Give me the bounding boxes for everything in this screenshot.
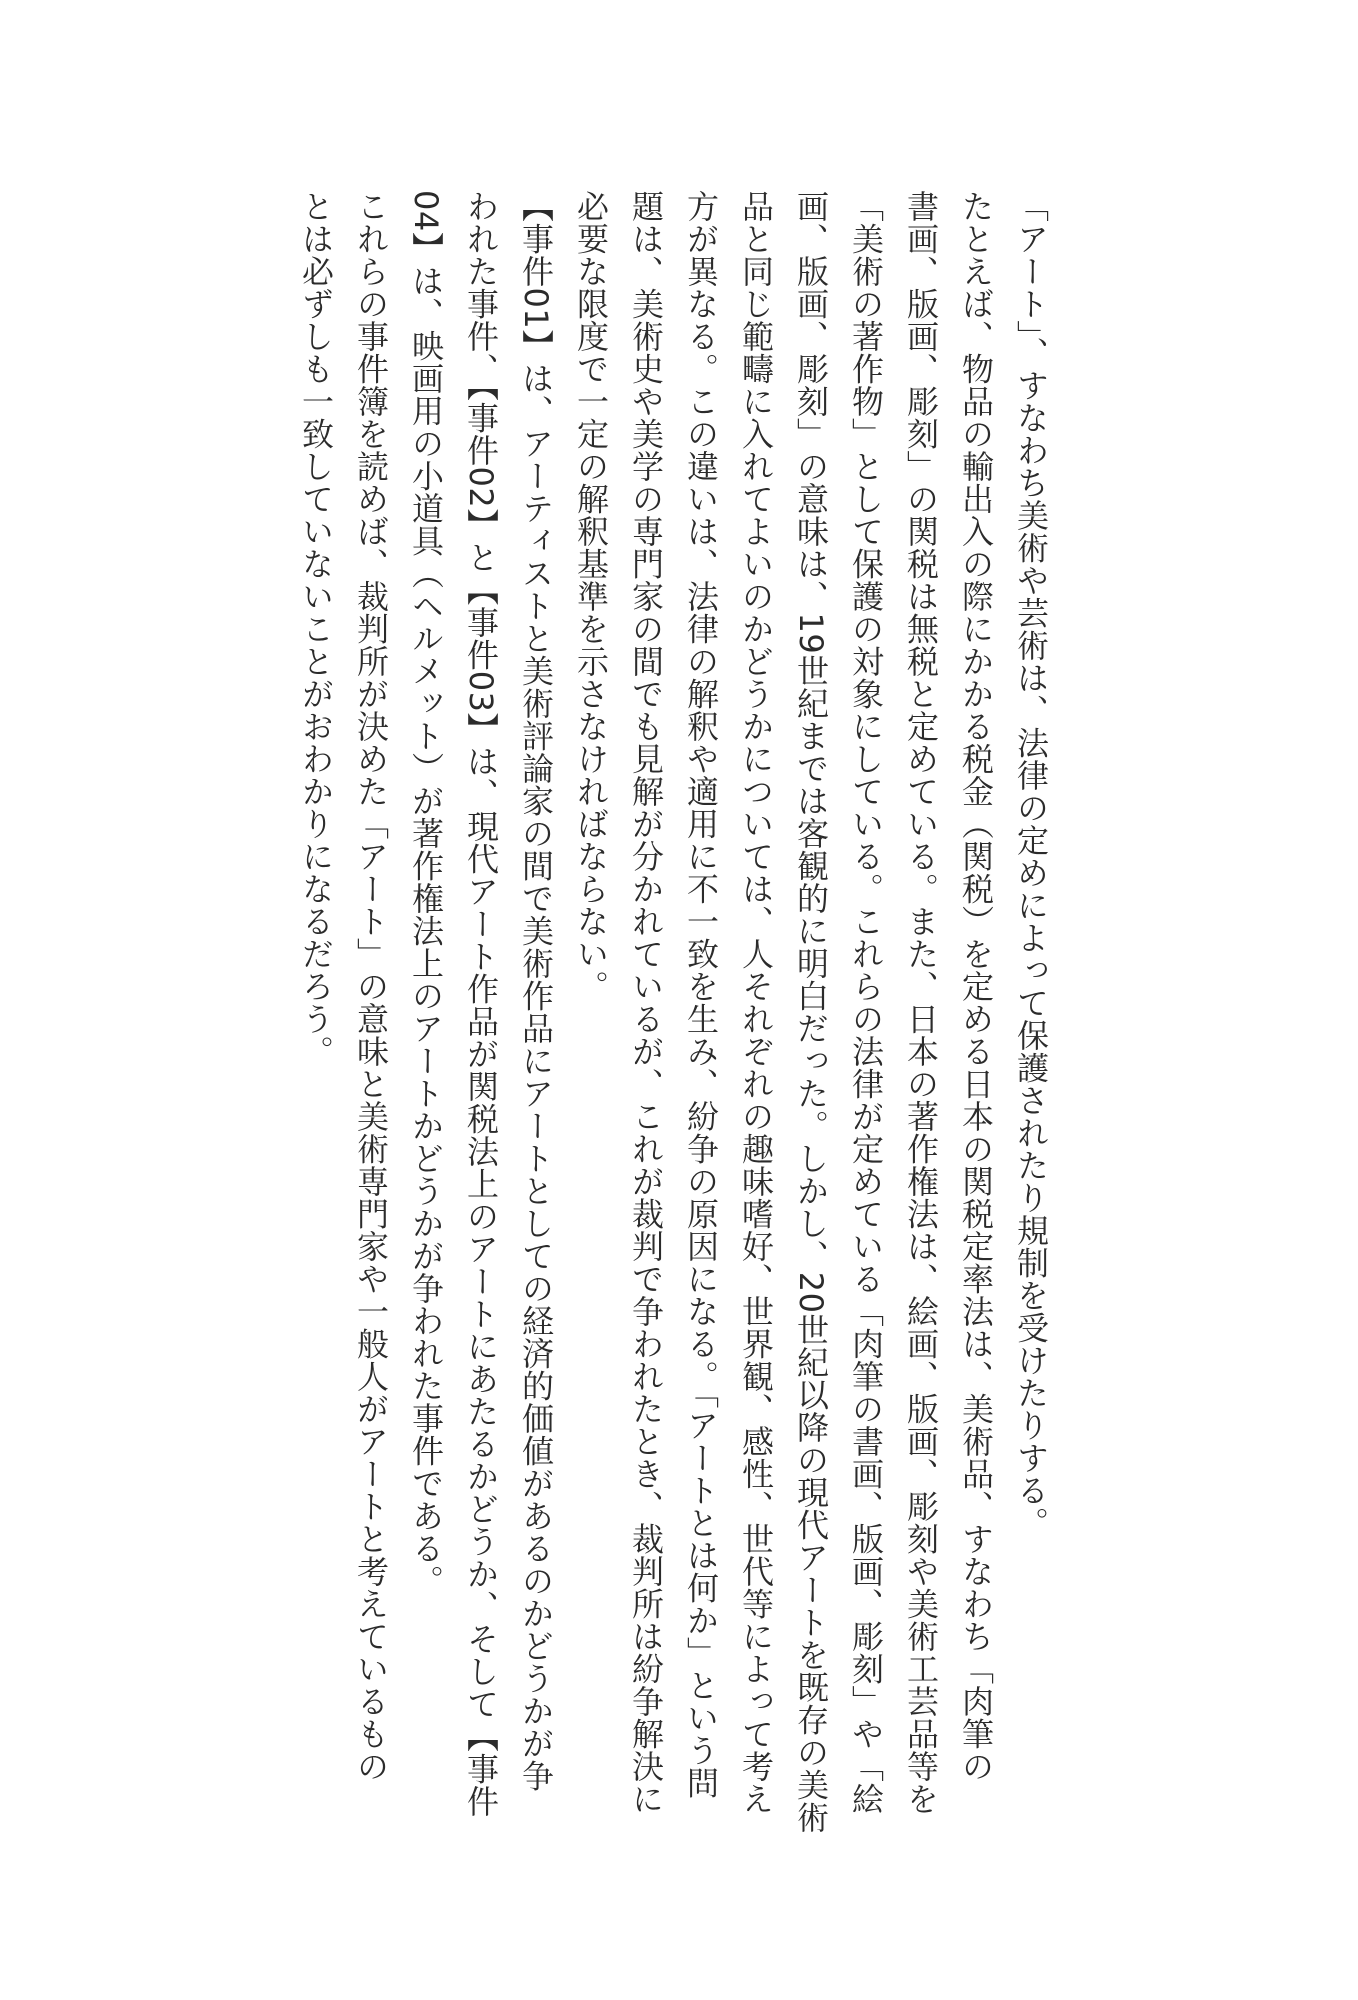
- text-line: 「美術の著作物」として保護の対象にしている。これらの法律が定めている「肉筆の書画、版画、彫刻」や「絵: [847, 190, 885, 1815]
- body-text: [288, 190, 1058, 1834]
- text-line: 題は、美術史や美学の専門家の間でも見解が分かれているが、これが裁判で争われたとき、裁判所は紛争解決に: [627, 190, 665, 1815]
- text-line: 04】は、映画用の小道具（ヘルメット）が著作権法上のアートかどうかが争われた事件である。: [407, 190, 445, 1597]
- text-line: われた事件、【事件02】と【事件03】は、現代アート作品が関税法上のアートにあたるかどうか、そして【事件: [462, 190, 500, 1818]
- text-line: 必要な限度で一定の解釈基準を示さなければならない。: [572, 190, 610, 1003]
- text-line: 画、版画、彫刻」の意味は、19世紀までは客観的に明白だった。しかし、20世紀以降の現代アートを既存の美術: [792, 190, 830, 1834]
- text-line: たとえば、物品の輸出入の際にかかる税金（関税）を定める日本の関税定率法は、美術品、すなわち「肉筆の: [957, 190, 995, 1783]
- text-line: 方が異なる。この違いは、法律の解釈や適用に不一致を生み、紛争の原因になる。「アートとは何か」という問: [682, 190, 720, 1799]
- text-line: 品と同じ範疇に入れてよいのかどうかについては、人それぞれの趣味嗜好、世界観、感性、世代等によって考え: [737, 190, 775, 1815]
- text-line: 【事件01】は、アーティストと美術評論家の間で美術作品にアートとしての経済的価値があるのかどうかが争: [517, 190, 555, 1792]
- text-line: 「アート」、すなわち美術や芸術は、法律の定めによって保護されたり規制を受けたりする。: [1012, 190, 1050, 1539]
- text-line: 書画、版画、彫刻」の関税は無税と定めている。また、日本の著作権法は、絵画、版画、彫刻や美術工芸品等を: [902, 190, 940, 1815]
- text-line: とは必ずしも一致していないことがおわかりになるだろう。: [297, 190, 335, 1068]
- text-line: これらの事件簿を読めば、裁判所が決めた「アート」の意味と美術専門家や一般人がアートと考えているもの: [352, 190, 390, 1783]
